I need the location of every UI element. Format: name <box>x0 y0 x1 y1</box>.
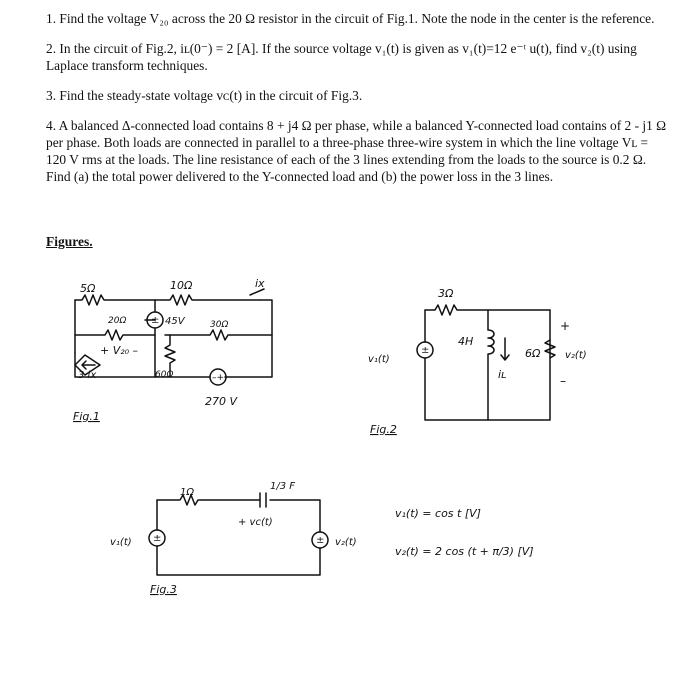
fig1-ix-label: ix <box>255 277 265 290</box>
fig2-caption: Fig.2 <box>370 423 397 436</box>
fig1-r-top-left: 5Ω <box>80 282 96 295</box>
svg-text:±: ± <box>151 315 160 326</box>
fig3-caption: Fig.3 <box>150 583 177 596</box>
fig2-r6: 6Ω <box>525 347 541 360</box>
fig1-caption: Fig.1 <box>73 410 100 423</box>
fig1-r20: 20Ω <box>108 316 127 326</box>
fig1-src-270: 270 V <box>205 395 238 408</box>
fig3-circuit <box>110 475 630 605</box>
fig2-v1: v₁(t) <box>368 354 390 365</box>
fig3-cap: 1/3 F <box>270 481 296 492</box>
fig3-eq2: v₂(t) = 2 cos (t + π/3) [V] <box>395 545 534 558</box>
fig1-dep-src: 3·ix <box>78 370 97 381</box>
fig1-v20: + V₂₀ – <box>100 344 139 357</box>
problem-4: 4. A balanced Δ-connected load contains 8 + j4 Ω per phase, while a balanced Y-connected load contains of 2 - j1 Ω per phase. Both loads are connected in parallel to a three-phase three-wire system in which the line voltage Vʟ = 120 V rms at the loads. The line resistance of each of the 3 lines extending from the loads to the source is 0.2 Ω. Find (a) the total power delivered to the Y-connected load and (b) the power loss in the 3 lines. <box>46 118 667 184</box>
problem-3: 3. Find the steady-state voltage vᴄ(t) in the circuit of Fig.3. <box>46 88 363 103</box>
svg-text:±: ± <box>316 535 325 546</box>
fig2-il: iʟ <box>498 368 507 381</box>
fig2-minus: – <box>560 374 566 388</box>
fig3-v2: v₂(t) <box>335 537 357 548</box>
fig3-v1: v₁(t) <box>110 537 132 548</box>
figures-heading: Figures. <box>46 234 93 249</box>
fig1-r-top-mid: 10Ω <box>170 279 193 292</box>
svg-text:±: ± <box>421 345 430 356</box>
problem-list <box>46 10 668 198</box>
fig3-vc: + vc(t) <box>238 517 273 528</box>
svg-text:–+: –+ <box>212 373 225 383</box>
fig3-eq1: v₁(t) = cos t [V] <box>395 507 481 520</box>
fig2-circuit <box>360 280 600 440</box>
fig3-r1: 1Ω <box>180 487 195 498</box>
fig1-src-45: 45V <box>165 316 185 327</box>
fig1-r60: 60Ω <box>155 370 174 380</box>
fig2-r-top: 3Ω <box>438 287 454 300</box>
problem-2: 2. In the circuit of Fig.2, iʟ(0⁻) = 2 [A]. If the source voltage v₁(t) is given as v₁(t)=12 e⁻ᵗ u(t), find v₂(t) using Laplace transform techniques. <box>46 41 637 73</box>
fig2-plus: + <box>560 319 571 333</box>
fig2-inductor: 4H <box>458 335 474 348</box>
fig2-v2: v₂(t) <box>565 350 587 361</box>
fig1-r30: 30Ω <box>210 320 229 330</box>
problem-1: 1. Find the voltage V₂₀ across the 20 Ω resistor in the circuit of Fig.1. Note the node in the center is the reference. <box>46 11 655 26</box>
svg-text:±: ± <box>153 533 162 544</box>
fig1-circuit <box>70 265 290 435</box>
